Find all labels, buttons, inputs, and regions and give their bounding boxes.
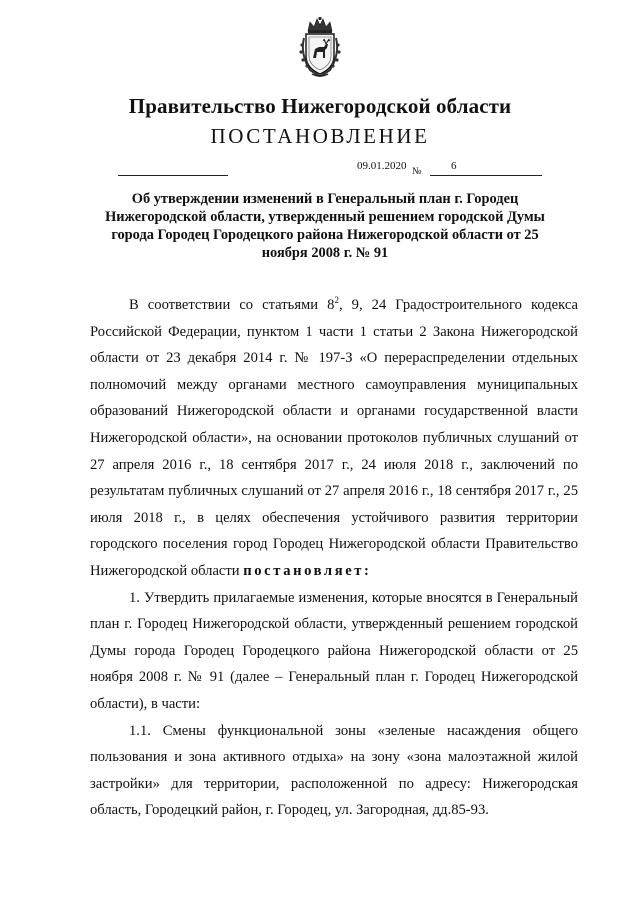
paragraph-item-1-1: 1.1. Смены функциональной зоны «зеленые насаждения общего пользования и зона активного отдыха» на зону «зона малоэтажной жилой застройки» для территории, расположенной по адресу: Нижегородская область, Городецкий район, г. Городец, ул. Загородная, дд.85-93. (90, 722, 578, 819)
article-superscript: 2 (334, 295, 339, 305)
document-type: ПОСТАНОВЛЕНИЕ (210, 124, 430, 148)
signature-line (118, 175, 228, 176)
number-sign: № (412, 166, 422, 177)
preamble-text-start: В соответствии со статьями 8 (129, 297, 335, 313)
coat-of-arms-icon (297, 16, 343, 78)
document-number: 6 (451, 160, 457, 172)
preamble-text-rest: , 9, 24 Градостроительного кодекса Российской Федерации, пунктом 1 части 1 статьи 2 Закона Нижегородской области от 23 декабря 2014 г. № 197-З «О перераспределении отдельных полномочий между органами местного самоуправления муниципальных образований Нижегородской области и органами государственной власти Нижегородской области», на основании протоколов публичных слушаний от 27 апреля 2016 г., 18 сентября 2017 г., 24 июля 2018 г., заключений по результатам публичных слушаний от 27 апреля 2016 г., 18 сентября 2017 г., 25 июля 2018 г., в целях обеспечения устойчивого развития территории городского поселения город Городец Нижегородской области Правительство Нижегородской области (90, 297, 578, 579)
paragraph-item-1: 1. Утвердить прилагаемые изменения, которые вносятся в Генеральный план г. Городец Нижегородской области, утвержденный решением городской Думы города Городец Городецкого района Нижегородской области от 25 ноября 2008 г. № 91 (далее – Генеральный план г. Городец Нижегородской области), в части: (90, 589, 578, 712)
document-body (90, 292, 578, 824)
number-underline (430, 175, 542, 176)
paragraph-preamble (90, 292, 578, 585)
government-name: Правительство Нижегородской области (128, 94, 512, 118)
document-date: 09.01.2020 (357, 160, 407, 172)
decree-word: постановляет: (243, 562, 372, 579)
document-title: Об утверждении изменений в Генеральный план г. Городец Нижегородской области, утвержденный решением городской Думы города Городец Городецкого района Нижегородской области от 25 ноября 2008 г. № 91 (105, 191, 545, 261)
